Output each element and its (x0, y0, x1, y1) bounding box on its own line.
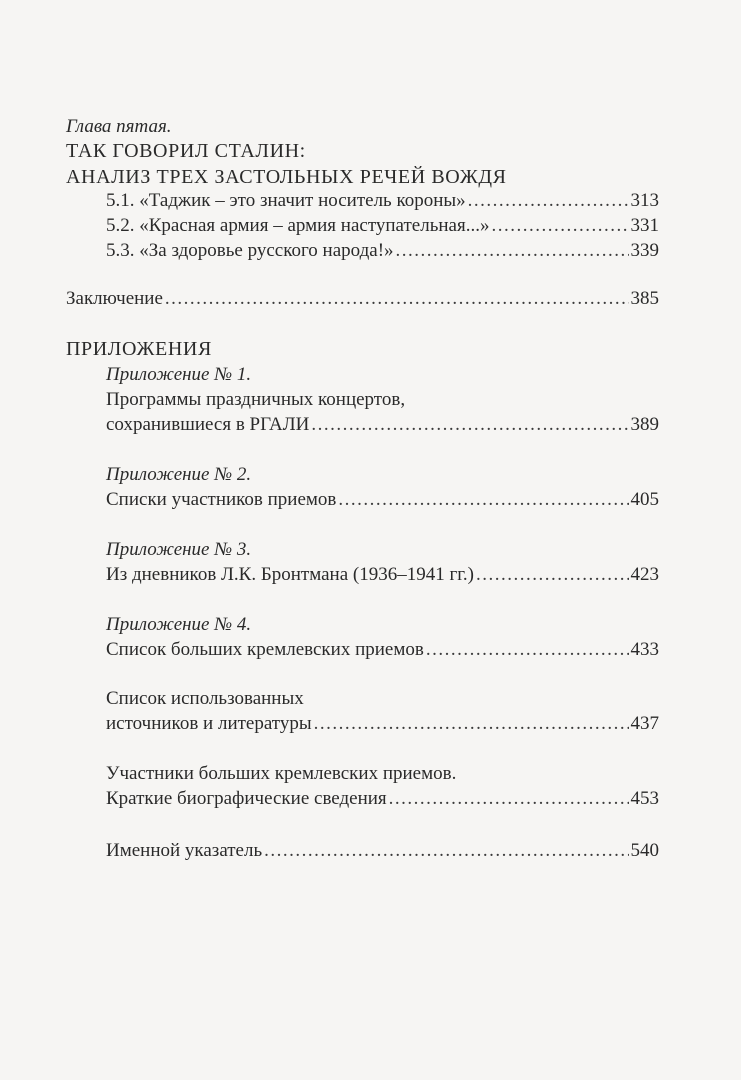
toc-page-number: 313 (630, 190, 659, 211)
leader-dots (165, 286, 629, 312)
leader-dots (476, 562, 628, 588)
toc-entry-appendix-4[interactable] (106, 637, 659, 663)
leader-dots (468, 188, 629, 214)
leader-dots (389, 786, 629, 812)
bibliography-title-line1: Список использованных (106, 688, 304, 709)
toc-page-number: 453 (630, 788, 659, 809)
toc-entry-5-3[interactable] (106, 238, 659, 264)
appendix-3-label: Приложение № 3. (106, 539, 252, 560)
toc-page-number: 331 (630, 215, 659, 236)
leader-dots (338, 487, 628, 513)
leader-dots (264, 838, 628, 864)
toc-entry-name-index[interactable] (106, 838, 659, 864)
appendices-heading: ПРИЛОЖЕНИЯ (66, 338, 212, 360)
toc-entry-title: 5.2. «Красная армия – армия наступательная...» (106, 215, 490, 236)
toc-entry-participants[interactable] (106, 786, 659, 812)
chapter-title-line1: ТАК ГОВОРИЛ СТАЛИН: (66, 140, 306, 162)
toc-entry-title: 5.3. «За здоровье русского народа!» (106, 240, 394, 261)
appendix-4-label: Приложение № 4. (106, 614, 252, 635)
leader-dots (491, 213, 628, 239)
toc-entry-title: Заключение (66, 288, 163, 309)
leader-dots (396, 238, 629, 264)
leader-dots (426, 637, 629, 663)
toc-page-number: 339 (630, 240, 659, 261)
toc-page-number: 540 (630, 840, 659, 861)
toc-entry-bibliography[interactable] (106, 711, 659, 737)
chapter-title-line2: АНАЛИЗ ТРЕХ ЗАСТОЛЬНЫХ РЕЧЕЙ ВОЖДЯ (66, 166, 507, 188)
leader-dots (314, 711, 629, 737)
chapter-label: Глава пятая. (66, 116, 172, 137)
toc-page-number: 385 (630, 288, 659, 309)
toc-page-number: 437 (630, 713, 659, 734)
appendix-1-label: Приложение № 1. (106, 364, 252, 385)
toc-entry-title: Именной указатель (106, 840, 263, 861)
toc-entry-appendix-2[interactable] (106, 487, 659, 513)
toc-page-number: 389 (630, 414, 659, 435)
toc-entry-title: Из дневников Л.К. Бронтмана (1936–1941 гг.) (106, 564, 475, 585)
toc-entry-conclusion[interactable] (66, 286, 659, 312)
appendix-2-label: Приложение № 2. (106, 464, 252, 485)
appendix-1-title-line1: Программы праздничных концертов, (106, 389, 406, 410)
toc-entry-title: сохранившиеся в РГАЛИ (106, 414, 310, 435)
leader-dots (311, 412, 628, 438)
toc-entry-5-1[interactable] (106, 188, 659, 214)
toc-entry-appendix-1[interactable] (106, 412, 659, 438)
toc-entry-title: источников и литературы (106, 713, 312, 734)
participants-title-line1: Участники больших кремлевских приемов. (106, 763, 457, 784)
toc-entry-title: 5.1. «Таджик – это значит носитель короны» (106, 190, 466, 211)
toc-entry-title: Список больших кремлевских приемов (106, 639, 424, 660)
toc-page-number: 433 (630, 639, 659, 660)
toc-page-number: 423 (630, 564, 659, 585)
toc-entry-5-2[interactable] (106, 213, 659, 239)
toc-entry-title: Краткие биографические сведения (106, 788, 387, 809)
toc-entry-title: Списки участников приемов (106, 489, 337, 510)
toc-entry-appendix-3[interactable] (106, 562, 659, 588)
toc-page-number: 405 (630, 489, 659, 510)
